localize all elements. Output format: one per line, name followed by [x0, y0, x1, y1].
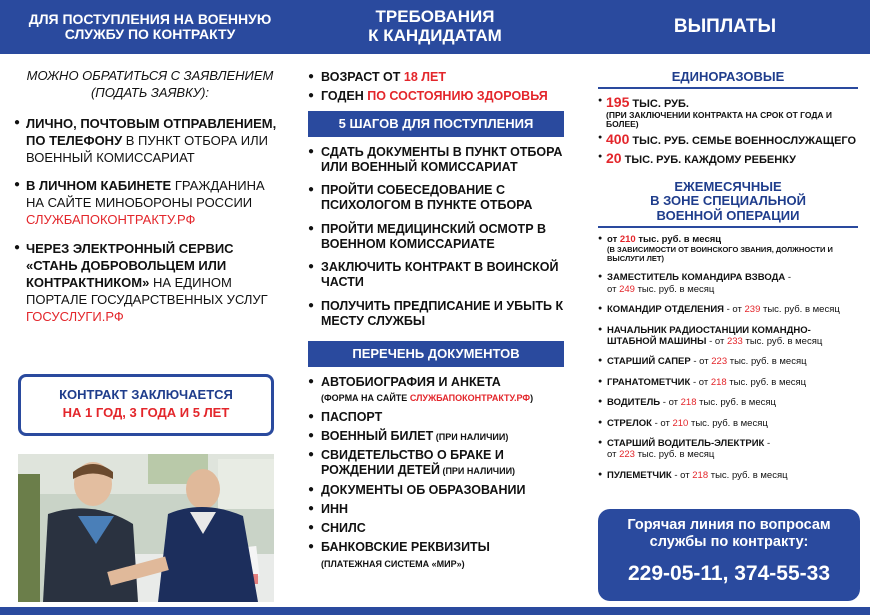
monthly-role-amount: 210 [672, 417, 689, 429]
monthly-role-label: НАЧАЛЬНИК РАДИОСТАНЦИИ КОМАНДНО-ШТАБНОЙ МАШИНЫ [607, 324, 811, 347]
one-time-payment-family [598, 132, 858, 147]
hotline-box [598, 509, 860, 601]
one-time-payment-child-text: ТЫС. РУБ. КАЖДОМУ РЕБЕНКУ [621, 153, 796, 166]
recruitment-photo-illustration [18, 454, 274, 602]
document-item-bank [308, 540, 578, 571]
header-requirements-line1: ТРЕБОВАНИЯ [375, 7, 495, 27]
one-time-list [598, 95, 858, 166]
monthly-role-grenadier [598, 377, 858, 388]
monthly-role-amount: 249 [619, 283, 635, 295]
recruitment-photo [18, 454, 274, 602]
document-bank-label: БАНКОВСКИЕ РЕКВИЗИТЫ [321, 540, 490, 555]
monthly-role-radio-chief [598, 325, 858, 348]
document-autobiography-note-link[interactable]: СЛУЖБАПОКОНТРАКТУ.РФ [409, 393, 531, 404]
document-autobiography-note-suffix: ) [530, 393, 534, 404]
header-payments-title: ВЫПЛАТЫ [673, 15, 777, 37]
apply-method-cabinet [14, 178, 286, 229]
monthly-role-from: - от [690, 376, 711, 388]
monthly-role-label: ГРАНАТОМЕТЧИК [607, 376, 691, 388]
monthly-role-amount: 218 [680, 397, 697, 409]
monthly-role-amount: 223 [711, 356, 728, 368]
monthly-role-senior-sapper [598, 356, 858, 367]
document-bank-note: (ПЛАТЕЖНАЯ СИСТЕМА «МИР») [321, 558, 465, 569]
apply-method-gosuslugi-rest: НА ЕДИНОМ ПОРТАЛЕ ГОСУДАРСТВЕННЫХ УСЛУГ [26, 274, 268, 307]
monthly-role-from: - от [651, 417, 673, 429]
document-item-education: ● ДОКУМЕНТЫ ОБ ОБРАЗОВАНИИ [308, 483, 578, 498]
monthly-role-dash: - [764, 437, 771, 449]
monthly-role-from: - от [690, 356, 712, 368]
apply-intro: МОЖНО ОБРАТИТЬСЯ С ЗАЯВЛЕНИЕМ (ПОДАТЬ ЗАЯВКУ): [26, 68, 274, 100]
apply-method-cabinet-bold: В ЛИЧНОМ КАБИНЕТЕ [26, 178, 172, 194]
monthly-base-suffix: тыс. руб. в месяц [635, 234, 722, 246]
document-item-snils: ● СНИЛС [308, 521, 578, 536]
monthly-role-unit: тыс. руб. в месяц [726, 376, 807, 388]
requirements-list [308, 70, 578, 105]
one-time-payment-contract-amount: 195 [606, 94, 630, 111]
documents-title-bar: ПЕРЕЧЕНЬ ДОКУМЕНТОВ [308, 341, 564, 367]
apply-method-in-person [14, 116, 286, 167]
header-apply-text: ДЛЯ ПОСТУПЛЕНИЯ НА ВОЕННУЮ СЛУЖБУ ПО КОНТРАКТУ [28, 10, 272, 42]
requirement-age [308, 70, 578, 85]
document-item-passport: ● ПАСПОРТ [308, 410, 578, 425]
requirements-column [308, 70, 578, 575]
monthly-role-label: ПУЛЕМЕТЧИК [607, 469, 672, 481]
steps-list [308, 145, 578, 330]
document-autobiography-note [321, 393, 533, 403]
monthly-role-amount: 218 [710, 376, 727, 388]
monthly-role-unit: тыс. руб. в месяц [634, 449, 715, 461]
requirement-health-value: ПО СОСТОЯНИЮ ЗДОРОВЬЯ [367, 89, 548, 104]
monthly-base-note: (В ЗАВИСИМОСТИ ОТ ВОИНСКОГО ЗВАНИЯ, ДОЛЖНОСТИ И ВЫСЛУГИ ЛЕТ) [607, 245, 833, 264]
monthly-role-from: - от [706, 336, 727, 347]
header-requirements-line2: К КАНДИДАТАМ [368, 26, 502, 45]
monthly-role-dash: - [785, 272, 792, 284]
document-item-inn: ● ИНН [308, 502, 578, 517]
document-item-military-id [308, 429, 578, 444]
document-item-autobiography [308, 375, 578, 406]
one-time-payment-child-amount: 20 [606, 149, 622, 166]
monthly-role-unit: тыс. руб. в месяц [708, 469, 788, 481]
monthly-role-amount: 239 [744, 304, 761, 316]
monthly-base-amount: 210 [619, 234, 636, 246]
apply-method-in-person-bold: ЛИЧНО, ПОЧТОВЫМ ОТПРАВЛЕНИЕМ, ПО ТЕЛЕФОНУ [26, 115, 277, 148]
monthly-title [598, 180, 858, 228]
monthly-base [598, 234, 858, 263]
apply-method-cabinet-rest: ГРАЖДАНИНА НА САЙТЕ МИНОБОРОНЫ РОССИИ [26, 178, 265, 211]
monthly-role-unit: тыс. руб. в месяц [688, 417, 768, 429]
monthly-role-label: СТАРШИЙ ВОДИТЕЛЬ-ЭЛЕКТРИК [607, 437, 765, 449]
monthly-role-from: - от [723, 304, 745, 316]
requirement-health [308, 89, 578, 104]
requirement-age-value: 18 ЛЕТ [403, 70, 447, 84]
hotline-phones[interactable]: 229-05-11, 374-55-33 [628, 561, 830, 585]
header-requirements-title [300, 0, 570, 54]
contract-term-box [18, 374, 274, 436]
one-time-payment-family-amount: 400 [606, 131, 630, 148]
document-military-id-note: (ПРИ НАЛИЧИИ) [433, 431, 509, 442]
monthly-title-line1: ЕЖЕМЕСЯЧНЫЕ [674, 179, 782, 195]
apply-method-gosuslugi [14, 241, 286, 325]
steps-title-bar: 5 ШАГОВ ДЛЯ ПОСТУПЛЕНИЯ [308, 111, 564, 137]
hotline-title: Горячая линия по вопросам службы по контракту: [627, 517, 831, 551]
gosuslugi-link[interactable]: ГОСУСЛУГИ.РФ [26, 308, 124, 324]
document-certificates-note: (ПРИ НАЛИЧИИ) [439, 466, 516, 477]
document-autobiography-label: АВТОБИОГРАФИЯ И АНКЕТА [321, 375, 501, 389]
monthly-role-from: от [607, 283, 620, 295]
one-time-payment-contract [598, 95, 858, 129]
contract-site-link[interactable]: СЛУЖБАПОКОНТРАКТУ.РФ [26, 212, 196, 228]
monthly-role-amount: 218 [692, 469, 709, 481]
document-certificates-label: СВИДЕТЕЛЬСТВО О БРАКЕ И РОЖДЕНИИ ДЕТЕЙ [321, 448, 504, 478]
step-item: ● ПОЛУЧИТЬ ПРЕДПИСАНИЕ И УБЫТЬ К МЕСТУ СЛУЖБЫ [308, 299, 578, 330]
one-time-payment-contract-note: (ПРИ ЗАКЛЮЧЕНИИ КОНТРАКТА НА СРОК ОТ ГОДА И БОЛЕЕ) [606, 109, 832, 130]
monthly-role-platoon-deputy [598, 272, 858, 295]
monthly-role-from: от [607, 449, 620, 461]
monthly-role-unit: тыс. руб. в месяц [742, 336, 823, 347]
one-time-payment-family-text: ТЫС. РУБ. СЕМЬЕ ВОЕННОСЛУЖАЩЕГО [629, 135, 857, 148]
header-bar [0, 0, 870, 54]
monthly-role-label: ВОДИТЕЛЬ [607, 397, 661, 409]
monthly-role-unit: тыс. руб. в месяц [727, 356, 807, 368]
apply-method-gosuslugi-bold: ЧЕРЕЗ ЭЛЕКТРОННЫЙ СЕРВИС «СТАНЬ ДОБРОВОЛЬЦЕМ ИЛИ КОНТРАКТНИКОМ» [26, 241, 234, 290]
monthly-role-senior-driver-electrician [598, 438, 858, 461]
monthly-role-unit: тыс. руб. в месяц [696, 397, 776, 409]
footer-bar [0, 607, 870, 615]
step-item: ● ПРОЙТИ МЕДИЦИНСКИЙ ОСМОТР В ВОЕННОМ КОМИССАРИАТЕ [308, 222, 578, 253]
apply-method-in-person-rest: В ПУНКТ ОТБОРА ИЛИ ВОЕННЫЙ КОМИССАРИАТ [26, 132, 269, 165]
contract-term-line2: НА 1 ГОД, 3 ГОДА И 5 ЛЕТ [62, 404, 230, 420]
one-time-payment-child [598, 151, 858, 166]
monthly-role-label: СТАРШИЙ САПЕР [607, 356, 691, 368]
documents-list [308, 375, 578, 571]
step-item: ● ЗАКЛЮЧИТЬ КОНТРАКТ В ВОИНСКОЙ ЧАСТИ [308, 260, 578, 291]
monthly-role-squad-leader [598, 304, 858, 315]
monthly-role-amount: 233 [726, 336, 743, 347]
document-autobiography-note-prefix: (ФОРМА НА САЙТЕ [321, 393, 410, 404]
monthly-role-amount: 223 [619, 449, 635, 461]
header-apply-title [0, 0, 300, 54]
monthly-list [598, 234, 858, 481]
payments-column [598, 70, 858, 490]
one-time-title: ЕДИНОРАЗОВЫЕ [598, 70, 858, 89]
one-time-payment-contract-unit: ТЫС. РУБ. [629, 98, 689, 111]
apply-column [14, 68, 286, 338]
monthly-role-from: - от [671, 469, 693, 481]
monthly-base-prefix: от [607, 234, 620, 246]
monthly-role-from: - от [660, 397, 681, 409]
document-item-certificates [308, 448, 578, 479]
monthly-role-unit: тыс. руб. в месяц [760, 304, 840, 316]
step-item: ● СДАТЬ ДОКУМЕНТЫ В ПУНКТ ОТБОРА ИЛИ ВОЕННЫЙ КОМИССАРИАТ [308, 145, 578, 176]
monthly-role-unit: тыс. руб. в месяц [634, 283, 715, 295]
monthly-role-label: ЗАМЕСТИТЕЛЬ КОМАНДИРА ВЗВОДА [607, 272, 786, 284]
contract-term-line1: КОНТРАКТ ЗАКЛЮЧАЕТСЯ [59, 387, 233, 402]
monthly-role-label: КОМАНДИР ОТДЕЛЕНИЯ [607, 304, 724, 316]
monthly-role-machine-gunner [598, 470, 858, 481]
monthly-role-driver [598, 397, 858, 408]
monthly-title-line3: ВОЕННОЙ ОПЕРАЦИИ [656, 207, 800, 223]
monthly-title-line2: В ЗОНЕ СПЕЦИАЛЬНОЙ [650, 193, 806, 209]
requirement-age-prefix: ВОЗРАСТ ОТ [321, 70, 404, 84]
monthly-role-label: СТРЕЛОК [607, 417, 652, 429]
step-item: ● ПРОЙТИ СОБЕСЕДОВАНИЕ С ПСИХОЛОГОМ В ПУНКТЕ ОТБОРА [308, 183, 578, 214]
monthly-role-rifleman [598, 418, 858, 429]
requirement-health-prefix: ГОДЕН [321, 89, 368, 104]
document-military-id-label: ВОЕННЫЙ БИЛЕТ [321, 428, 434, 443]
